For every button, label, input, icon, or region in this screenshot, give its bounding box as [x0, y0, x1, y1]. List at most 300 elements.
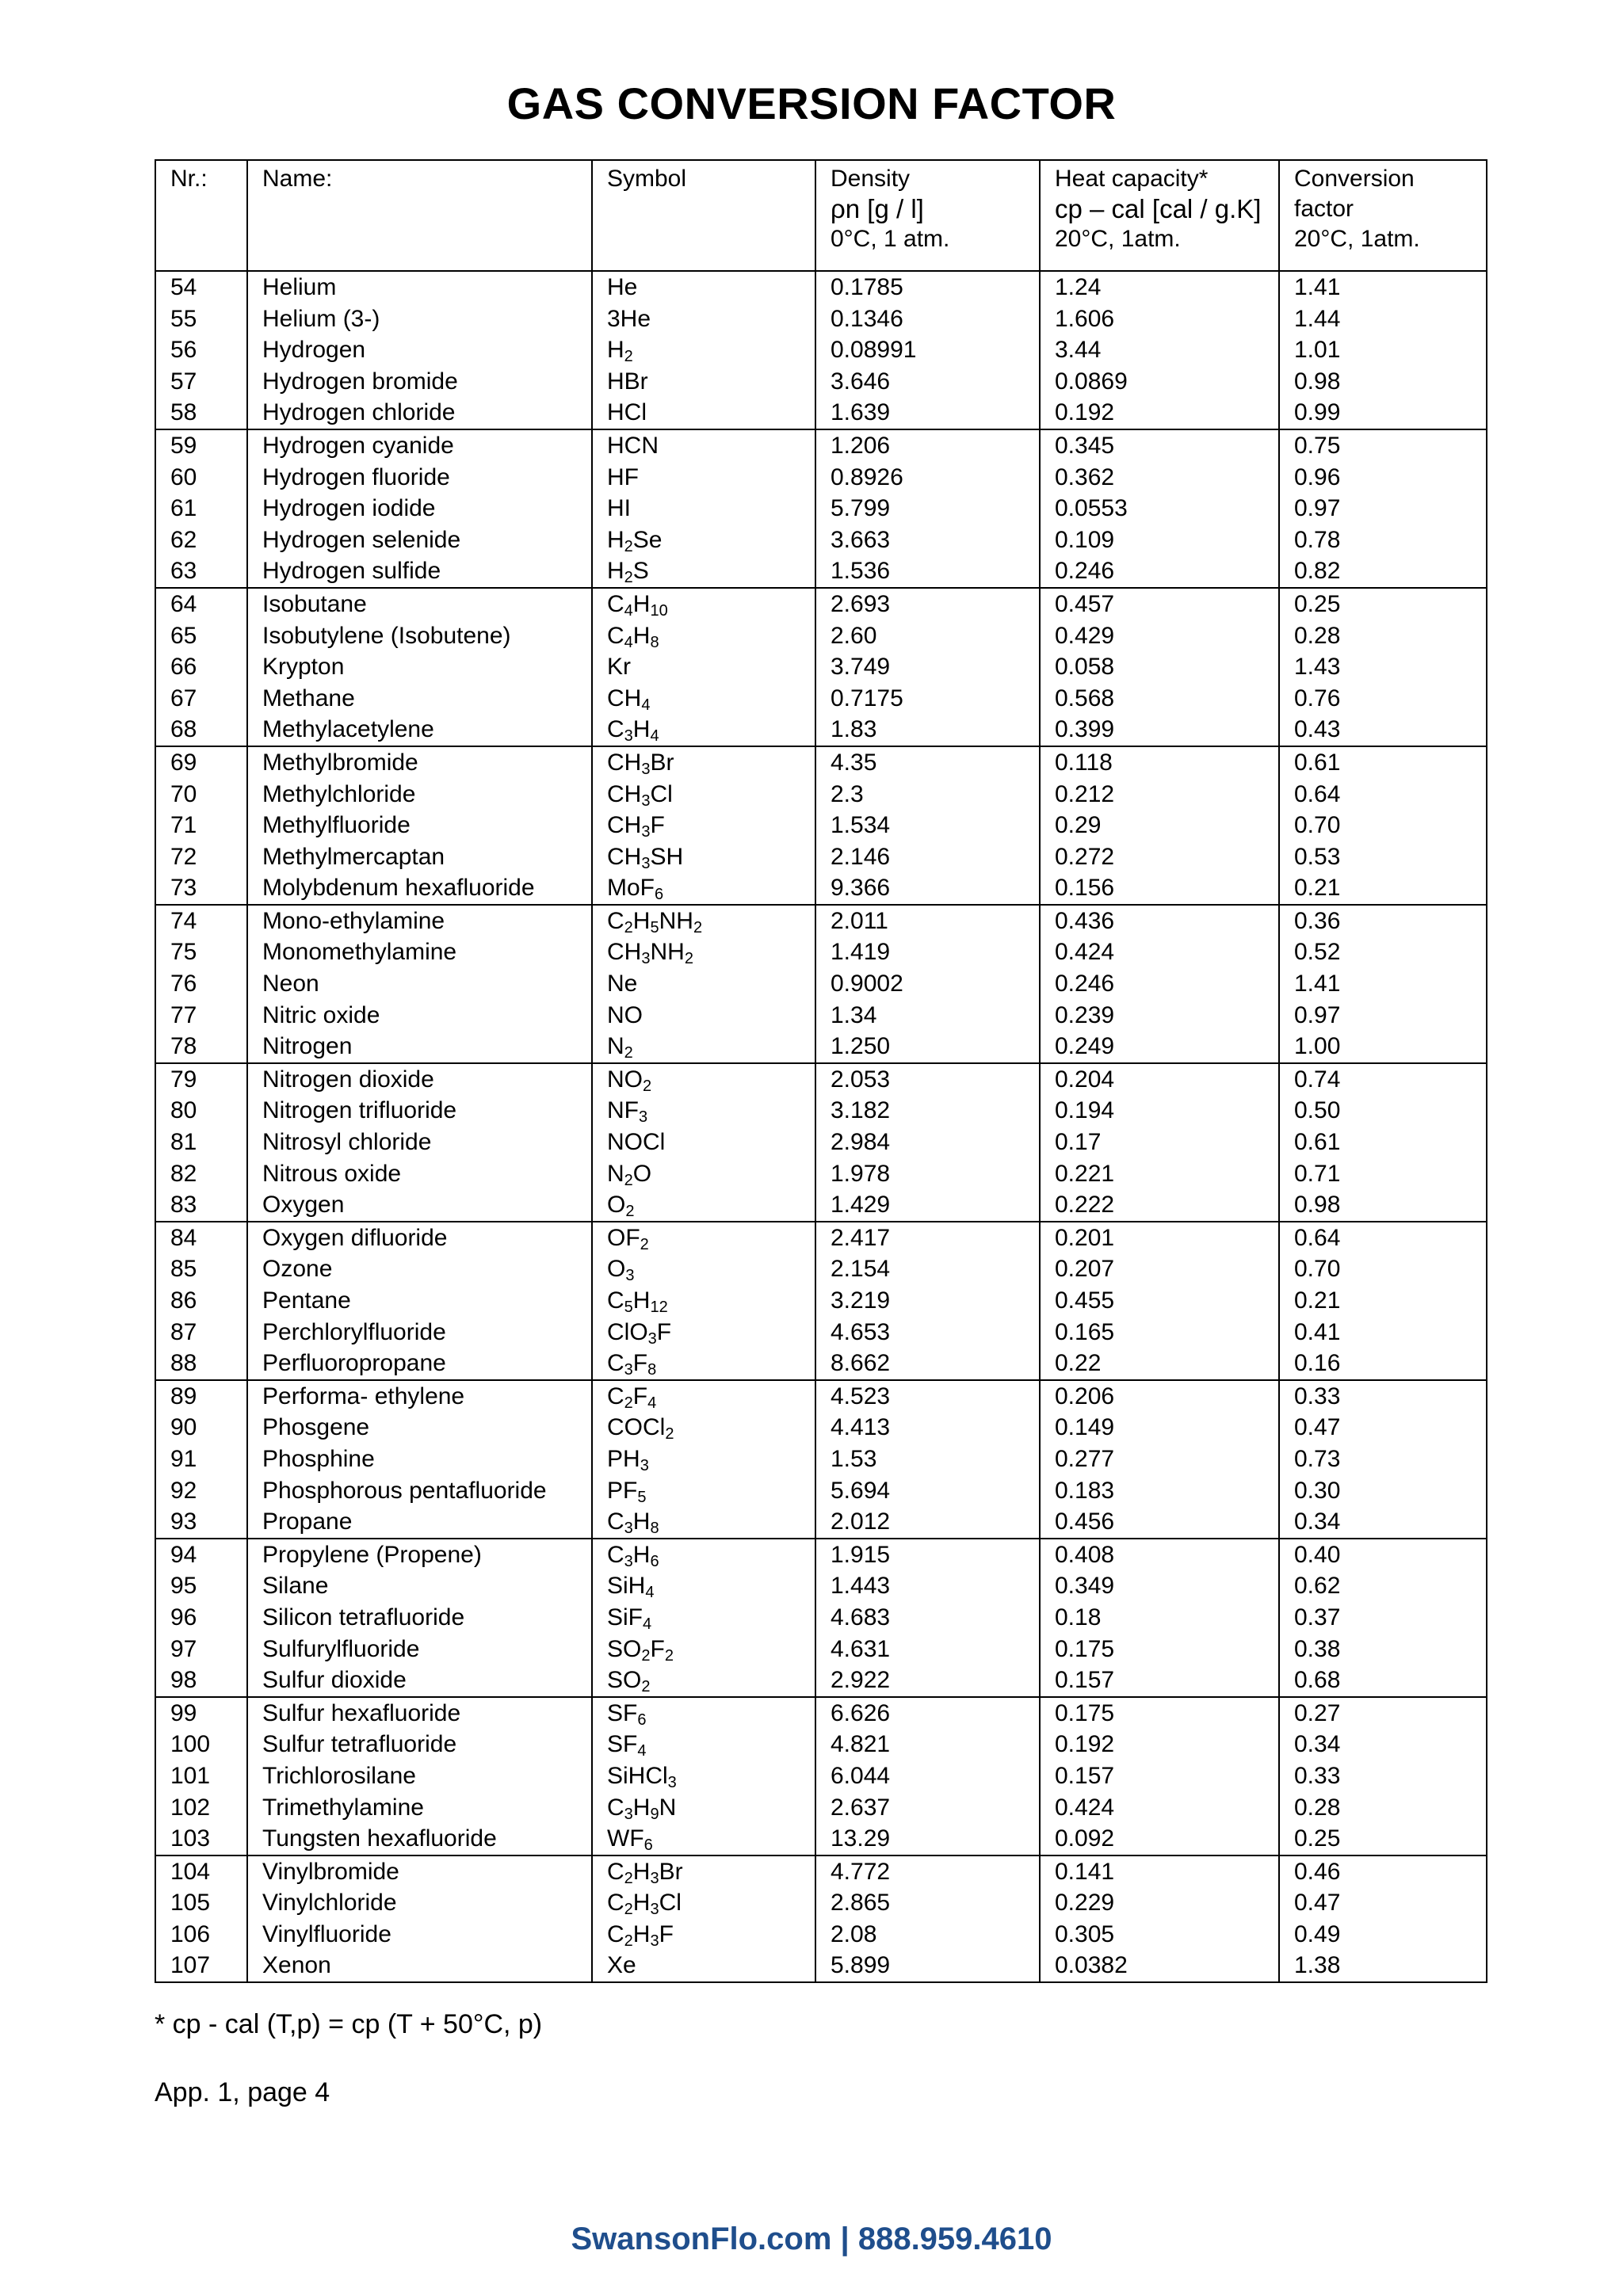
cell-symbol: NO: [592, 1000, 815, 1032]
cell-symbol: $C_3H_9N$: [592, 1792, 815, 1824]
table-row: [155, 810, 1487, 841]
cell-heat: 0.429: [1040, 620, 1279, 652]
table-row: [155, 1063, 1487, 1096]
table-row: [155, 1095, 1487, 1127]
cell-factor: 1.41: [1279, 968, 1487, 1000]
table-row: [155, 1000, 1487, 1032]
cell-symbol: $H_2$: [592, 334, 815, 366]
table-row: [155, 1253, 1487, 1285]
table-row: [155, 1412, 1487, 1444]
cell-heat: 0.362: [1040, 462, 1279, 494]
cell-symbol: Ne: [592, 968, 815, 1000]
cell-symbol: $C_4H_{10}$: [592, 588, 815, 620]
cell-heat: 0.192: [1040, 397, 1279, 429]
cell-nr: 67: [155, 683, 247, 715]
table-row: [155, 1539, 1487, 1571]
cell-density: 1.83: [815, 714, 1040, 746]
cell-symbol: $C_2H_3Br$: [592, 1855, 815, 1888]
cell-symbol: $CH_3Br$: [592, 746, 815, 779]
cell-name: Nitrous oxide: [247, 1158, 592, 1190]
cell-nr: 97: [155, 1634, 247, 1665]
cell-nr: 100: [155, 1729, 247, 1760]
cell-factor: 0.28: [1279, 1792, 1487, 1824]
table-row: [155, 1950, 1487, 1982]
footer-contact: SwansonFlo.com | 888.959.4610: [571, 2222, 1052, 2256]
table-row: [155, 524, 1487, 556]
cell-density: 2.693: [815, 588, 1040, 620]
cell-name: Vinylchloride: [247, 1887, 592, 1919]
cell-factor: 0.64: [1279, 779, 1487, 810]
cell-heat: 0.201: [1040, 1222, 1279, 1254]
header-heat-condition: 20°C, 1atm.: [1055, 226, 1181, 252]
cell-heat: 0.239: [1040, 1000, 1279, 1032]
cell-nr: 74: [155, 905, 247, 937]
cell-heat: 0.399: [1040, 714, 1279, 746]
cell-density: 1.53: [815, 1444, 1040, 1475]
cell-heat: 0.092: [1040, 1823, 1279, 1855]
cell-nr: 55: [155, 303, 247, 335]
table-row: [155, 1919, 1487, 1951]
header-conv-title-2: factor: [1294, 196, 1354, 222]
cell-nr: 54: [155, 271, 247, 303]
cell-heat: 0.457: [1040, 588, 1279, 620]
cell-symbol: $H_2S$: [592, 555, 815, 588]
cell-factor: 0.96: [1279, 462, 1487, 494]
cell-name: Oxygen difluoride: [247, 1222, 592, 1254]
header-symbol: Symbol: [592, 160, 815, 271]
cell-symbol: HF: [592, 462, 815, 494]
table-row: [155, 303, 1487, 335]
cell-factor: 0.70: [1279, 1253, 1487, 1285]
cell-density: 5.694: [815, 1475, 1040, 1507]
cell-nr: 72: [155, 841, 247, 873]
cell-symbol: $PH_3$: [592, 1444, 815, 1475]
cell-name: Nitrogen trifluoride: [247, 1095, 592, 1127]
cell-factor: 0.46: [1279, 1855, 1487, 1888]
cell-nr: 99: [155, 1697, 247, 1730]
cell-factor: 0.21: [1279, 1285, 1487, 1317]
cell-heat: 0.141: [1040, 1855, 1279, 1888]
cell-nr: 62: [155, 524, 247, 556]
cell-symbol: $C_3H_8$: [592, 1506, 815, 1539]
header-conversion-factor: [1279, 160, 1487, 271]
cell-name: Ozone: [247, 1253, 592, 1285]
cell-heat: 0.246: [1040, 968, 1279, 1000]
cell-name: Silane: [247, 1570, 592, 1602]
cell-density: 0.9002: [815, 968, 1040, 1000]
cell-density: 6.044: [815, 1760, 1040, 1792]
cell-factor: 1.41: [1279, 271, 1487, 303]
cell-name: Hydrogen iodide: [247, 493, 592, 524]
cell-nr: 105: [155, 1887, 247, 1919]
cell-factor: 0.53: [1279, 841, 1487, 873]
cell-factor: 0.33: [1279, 1760, 1487, 1792]
cell-name: Vinylfluoride: [247, 1919, 592, 1951]
cell-density: 2.053: [815, 1063, 1040, 1096]
cell-heat: 1.606: [1040, 303, 1279, 335]
cell-symbol: $CH_3NH_2$: [592, 936, 815, 968]
table-row: [155, 555, 1487, 588]
cell-name: Hydrogen chloride: [247, 397, 592, 429]
appendix-page-note: App. 1, page 4: [155, 2077, 330, 2107]
cell-symbol: ClO$_3$F: [592, 1317, 815, 1348]
page-title: GAS CONVERSION FACTOR: [506, 78, 1117, 128]
cell-factor: 0.78: [1279, 524, 1487, 556]
cell-nr: 71: [155, 810, 247, 841]
cell-heat: 0.183: [1040, 1475, 1279, 1507]
table-row: [155, 1602, 1487, 1634]
cell-density: 0.1785: [815, 271, 1040, 303]
cell-symbol: $WF_6$: [592, 1823, 815, 1855]
table-row: [155, 1887, 1487, 1919]
cell-heat: 0.156: [1040, 872, 1279, 905]
cell-density: 0.7175: [815, 683, 1040, 715]
cell-symbol: 3He: [592, 303, 815, 335]
cell-heat: 0.207: [1040, 1253, 1279, 1285]
cell-heat: 0.277: [1040, 1444, 1279, 1475]
cell-name: Phosphorous pentafluoride: [247, 1475, 592, 1507]
cell-density: 1.639: [815, 397, 1040, 429]
cell-name: Methylfluoride: [247, 810, 592, 841]
cell-name: Perchlorylfluoride: [247, 1317, 592, 1348]
table-row: [155, 1380, 1487, 1413]
cell-heat: 0.436: [1040, 905, 1279, 937]
cell-factor: 0.99: [1279, 397, 1487, 429]
cell-heat: 0.345: [1040, 429, 1279, 462]
cell-symbol: $O_3$: [592, 1253, 815, 1285]
cell-nr: 98: [155, 1665, 247, 1697]
table-row: [155, 1665, 1487, 1697]
cell-name: Hydrogen fluoride: [247, 462, 592, 494]
cell-factor: 0.76: [1279, 683, 1487, 715]
cell-symbol: HI: [592, 493, 815, 524]
cell-nr: 75: [155, 936, 247, 968]
cell-nr: 106: [155, 1919, 247, 1951]
cell-density: 13.29: [815, 1823, 1040, 1855]
cell-name: Methylbromide: [247, 746, 592, 779]
cell-factor: 0.28: [1279, 620, 1487, 652]
header-density-condition: 0°C, 1 atm.: [831, 226, 950, 252]
cell-heat: 0.456: [1040, 1506, 1279, 1539]
cell-nr: 80: [155, 1095, 247, 1127]
table-row: [155, 620, 1487, 652]
cell-name: Trichlorosilane: [247, 1760, 592, 1792]
table-row: [155, 1222, 1487, 1254]
cell-density: 5.799: [815, 493, 1040, 524]
table-row: [155, 968, 1487, 1000]
cell-name: Methane: [247, 683, 592, 715]
cell-nr: 78: [155, 1031, 247, 1063]
cell-density: 4.413: [815, 1412, 1040, 1444]
cell-symbol: $C_2H_5NH_2$: [592, 905, 815, 937]
cell-density: 2.417: [815, 1222, 1040, 1254]
cell-heat: 0.424: [1040, 1792, 1279, 1824]
cell-name: Phosphine: [247, 1444, 592, 1475]
cell-nr: 68: [155, 714, 247, 746]
gas-conversion-table: [155, 159, 1487, 1983]
cell-factor: 0.73: [1279, 1444, 1487, 1475]
cell-density: 0.08991: [815, 334, 1040, 366]
cell-symbol: $CH_3F$: [592, 810, 815, 841]
cell-heat: 0.0382: [1040, 1950, 1279, 1982]
cell-name: Xenon: [247, 1950, 592, 1982]
cell-symbol: $C_3F_8$: [592, 1348, 815, 1380]
cell-heat: 0.29: [1040, 810, 1279, 841]
cell-heat: 0.165: [1040, 1317, 1279, 1348]
cell-factor: 0.98: [1279, 1189, 1487, 1222]
table-row: [155, 1792, 1487, 1824]
cell-heat: 0.568: [1040, 683, 1279, 715]
cell-name: Molybdenum hexafluoride: [247, 872, 592, 905]
cell-heat: 0.175: [1040, 1697, 1279, 1730]
cell-name: Sulfurylfluoride: [247, 1634, 592, 1665]
header-nr: Nr.:: [155, 160, 247, 271]
cell-density: 2.146: [815, 841, 1040, 873]
cell-density: 9.366: [815, 872, 1040, 905]
cell-nr: 59: [155, 429, 247, 462]
cell-density: 8.662: [815, 1348, 1040, 1380]
table-row: [155, 651, 1487, 683]
cell-nr: 73: [155, 872, 247, 905]
cell-heat: 0.408: [1040, 1539, 1279, 1571]
cell-symbol: $C_2F_4$: [592, 1380, 815, 1413]
cell-nr: 77: [155, 1000, 247, 1032]
cell-nr: 63: [155, 555, 247, 588]
cell-density: 1.443: [815, 1570, 1040, 1602]
table-row: [155, 462, 1487, 494]
cell-symbol: $SO_2$: [592, 1665, 815, 1697]
cell-symbol: $C_5H_{12}$: [592, 1285, 815, 1317]
cell-density: 4.772: [815, 1855, 1040, 1888]
cell-density: 2.865: [815, 1887, 1040, 1919]
cell-symbol: $SF_4$: [592, 1729, 815, 1760]
cell-factor: 0.71: [1279, 1158, 1487, 1190]
cell-name: Hydrogen: [247, 334, 592, 366]
cell-factor: 0.62: [1279, 1570, 1487, 1602]
table-row: [155, 366, 1487, 398]
table-row: [155, 779, 1487, 810]
cell-factor: 0.21: [1279, 872, 1487, 905]
cell-name: Phosgene: [247, 1412, 592, 1444]
header-heat-title: Heat capacity*: [1055, 166, 1209, 192]
table-row: [155, 1317, 1487, 1348]
cell-factor: 0.27: [1279, 1697, 1487, 1730]
cell-nr: 82: [155, 1158, 247, 1190]
cell-density: 4.653: [815, 1317, 1040, 1348]
cell-heat: 0.058: [1040, 651, 1279, 683]
cell-name: Krypton: [247, 651, 592, 683]
cell-name: Methylchloride: [247, 779, 592, 810]
header-density-title: Density: [831, 166, 911, 192]
cell-factor: 0.36: [1279, 905, 1487, 937]
cell-density: 1.534: [815, 810, 1040, 841]
table-row: [155, 1634, 1487, 1665]
cell-density: 2.60: [815, 620, 1040, 652]
cell-symbol: SiH$_4$: [592, 1570, 815, 1602]
cell-heat: 0.272: [1040, 841, 1279, 873]
cell-name: Monomethylamine: [247, 936, 592, 968]
cell-name: Nitrosyl chloride: [247, 1127, 592, 1158]
cell-heat: 0.349: [1040, 1570, 1279, 1602]
cell-density: 2.637: [815, 1792, 1040, 1824]
cell-name: Propylene (Propene): [247, 1539, 592, 1571]
cell-nr: 88: [155, 1348, 247, 1380]
cell-name: Hydrogen cyanide: [247, 429, 592, 462]
cell-factor: 1.00: [1279, 1031, 1487, 1063]
cell-nr: 66: [155, 651, 247, 683]
cell-factor: 0.16: [1279, 1348, 1487, 1380]
cell-heat: 0.109: [1040, 524, 1279, 556]
table-row: [155, 429, 1487, 462]
cell-nr: 104: [155, 1855, 247, 1888]
cell-factor: 0.49: [1279, 1919, 1487, 1951]
cell-heat: 0.455: [1040, 1285, 1279, 1317]
cell-density: 2.012: [815, 1506, 1040, 1539]
table-row: [155, 1506, 1487, 1539]
cell-density: 1.978: [815, 1158, 1040, 1190]
cell-nr: 89: [155, 1380, 247, 1413]
cell-density: 0.8926: [815, 462, 1040, 494]
cell-density: 2.984: [815, 1127, 1040, 1158]
cell-nr: 90: [155, 1412, 247, 1444]
cell-symbol: $C_3H_6$: [592, 1539, 815, 1571]
cell-density: 1.915: [815, 1539, 1040, 1571]
cell-heat: 0.157: [1040, 1665, 1279, 1697]
cell-name: Sulfur dioxide: [247, 1665, 592, 1697]
cell-factor: 0.61: [1279, 1127, 1487, 1158]
table-row: [155, 1127, 1487, 1158]
table-row: [155, 1760, 1487, 1792]
cell-nr: 70: [155, 779, 247, 810]
cell-factor: 0.68: [1279, 1665, 1487, 1697]
cell-heat: 0.222: [1040, 1189, 1279, 1222]
cell-symbol: HBr: [592, 366, 815, 398]
table-row: [155, 872, 1487, 905]
cell-symbol: Kr: [592, 651, 815, 683]
cell-heat: 0.0553: [1040, 493, 1279, 524]
cell-density: 1.419: [815, 936, 1040, 968]
cell-nr: 81: [155, 1127, 247, 1158]
cell-symbol: $PF_5$: [592, 1475, 815, 1507]
cell-nr: 95: [155, 1570, 247, 1602]
table-row: [155, 905, 1487, 937]
cell-factor: 0.34: [1279, 1729, 1487, 1760]
cell-factor: 1.38: [1279, 1950, 1487, 1982]
cell-factor: 0.70: [1279, 810, 1487, 841]
table-row: [155, 1823, 1487, 1855]
cell-density: 2.3: [815, 779, 1040, 810]
header-conv-title: Conversion: [1294, 166, 1415, 192]
cell-heat: 0.229: [1040, 1887, 1279, 1919]
cell-name: Silicon tetrafluoride: [247, 1602, 592, 1634]
cell-nr: 79: [155, 1063, 247, 1096]
cell-nr: 96: [155, 1602, 247, 1634]
cell-symbol: $CH_4$: [592, 683, 815, 715]
cell-name: Hydrogen sulfide: [247, 555, 592, 588]
cell-density: 6.626: [815, 1697, 1040, 1730]
cell-factor: 0.97: [1279, 493, 1487, 524]
table-row: [155, 1570, 1487, 1602]
cell-nr: 101: [155, 1760, 247, 1792]
cell-factor: 0.38: [1279, 1634, 1487, 1665]
cell-factor: 0.82: [1279, 555, 1487, 588]
cell-heat: 0.221: [1040, 1158, 1279, 1190]
cell-name: Oxygen: [247, 1189, 592, 1222]
cell-factor: 0.97: [1279, 1000, 1487, 1032]
cell-density: 2.08: [815, 1919, 1040, 1951]
cell-density: 1.536: [815, 555, 1040, 588]
table-row: [155, 397, 1487, 429]
cell-name: Hydrogen bromide: [247, 366, 592, 398]
cell-nr: 76: [155, 968, 247, 1000]
cell-heat: 0.18: [1040, 1602, 1279, 1634]
cell-nr: 83: [155, 1189, 247, 1222]
cell-density: 2.154: [815, 1253, 1040, 1285]
cell-nr: 85: [155, 1253, 247, 1285]
cell-nr: 86: [155, 1285, 247, 1317]
cell-density: 4.523: [815, 1380, 1040, 1413]
cell-factor: 0.98: [1279, 366, 1487, 398]
table-row: [155, 683, 1487, 715]
table-row: [155, 1189, 1487, 1222]
header-conv-condition: 20°C, 1atm.: [1294, 226, 1420, 252]
cell-factor: 0.52: [1279, 936, 1487, 968]
table-row: [155, 1855, 1487, 1888]
cell-symbol: $NF_3$: [592, 1095, 815, 1127]
cell-heat: 0.17: [1040, 1127, 1279, 1158]
table-header: [155, 160, 1487, 271]
footnote: * cp - cal (T,p) = cp (T + 50°C, p): [155, 2009, 543, 2039]
cell-factor: 1.43: [1279, 651, 1487, 683]
cell-name: Nitrogen: [247, 1031, 592, 1063]
table-row: [155, 1475, 1487, 1507]
cell-density: 0.1346: [815, 303, 1040, 335]
cell-heat: 0.206: [1040, 1380, 1279, 1413]
cell-symbol: Xe: [592, 1950, 815, 1982]
cell-factor: 0.50: [1279, 1095, 1487, 1127]
cell-factor: 0.25: [1279, 588, 1487, 620]
cell-name: Sulfur tetrafluoride: [247, 1729, 592, 1760]
cell-name: Methylacetylene: [247, 714, 592, 746]
cell-factor: 1.44: [1279, 303, 1487, 335]
cell-density: 4.683: [815, 1602, 1040, 1634]
cell-nr: 91: [155, 1444, 247, 1475]
cell-factor: 0.30: [1279, 1475, 1487, 1507]
cell-factor: 0.37: [1279, 1602, 1487, 1634]
cell-density: 1.206: [815, 429, 1040, 462]
table-row: [155, 841, 1487, 873]
cell-name: Helium (3-): [247, 303, 592, 335]
cell-density: 5.899: [815, 1950, 1040, 1982]
cell-heat: 0.118: [1040, 746, 1279, 779]
cell-name: Vinylbromide: [247, 1855, 592, 1888]
cell-density: 1.34: [815, 1000, 1040, 1032]
cell-heat: 3.44: [1040, 334, 1279, 366]
cell-symbol: NOCl: [592, 1127, 815, 1158]
cell-name: Isobutane: [247, 588, 592, 620]
table-row: [155, 714, 1487, 746]
cell-symbol: $C_4H_8$: [592, 620, 815, 652]
header-name: Name:: [247, 160, 592, 271]
cell-name: Methylmercaptan: [247, 841, 592, 873]
cell-heat: 0.22: [1040, 1348, 1279, 1380]
table-row: [155, 271, 1487, 303]
cell-density: 4.821: [815, 1729, 1040, 1760]
table-row: [155, 936, 1487, 968]
cell-factor: 1.01: [1279, 334, 1487, 366]
cell-heat: 0.149: [1040, 1412, 1279, 1444]
cell-symbol: $H_2Se$: [592, 524, 815, 556]
